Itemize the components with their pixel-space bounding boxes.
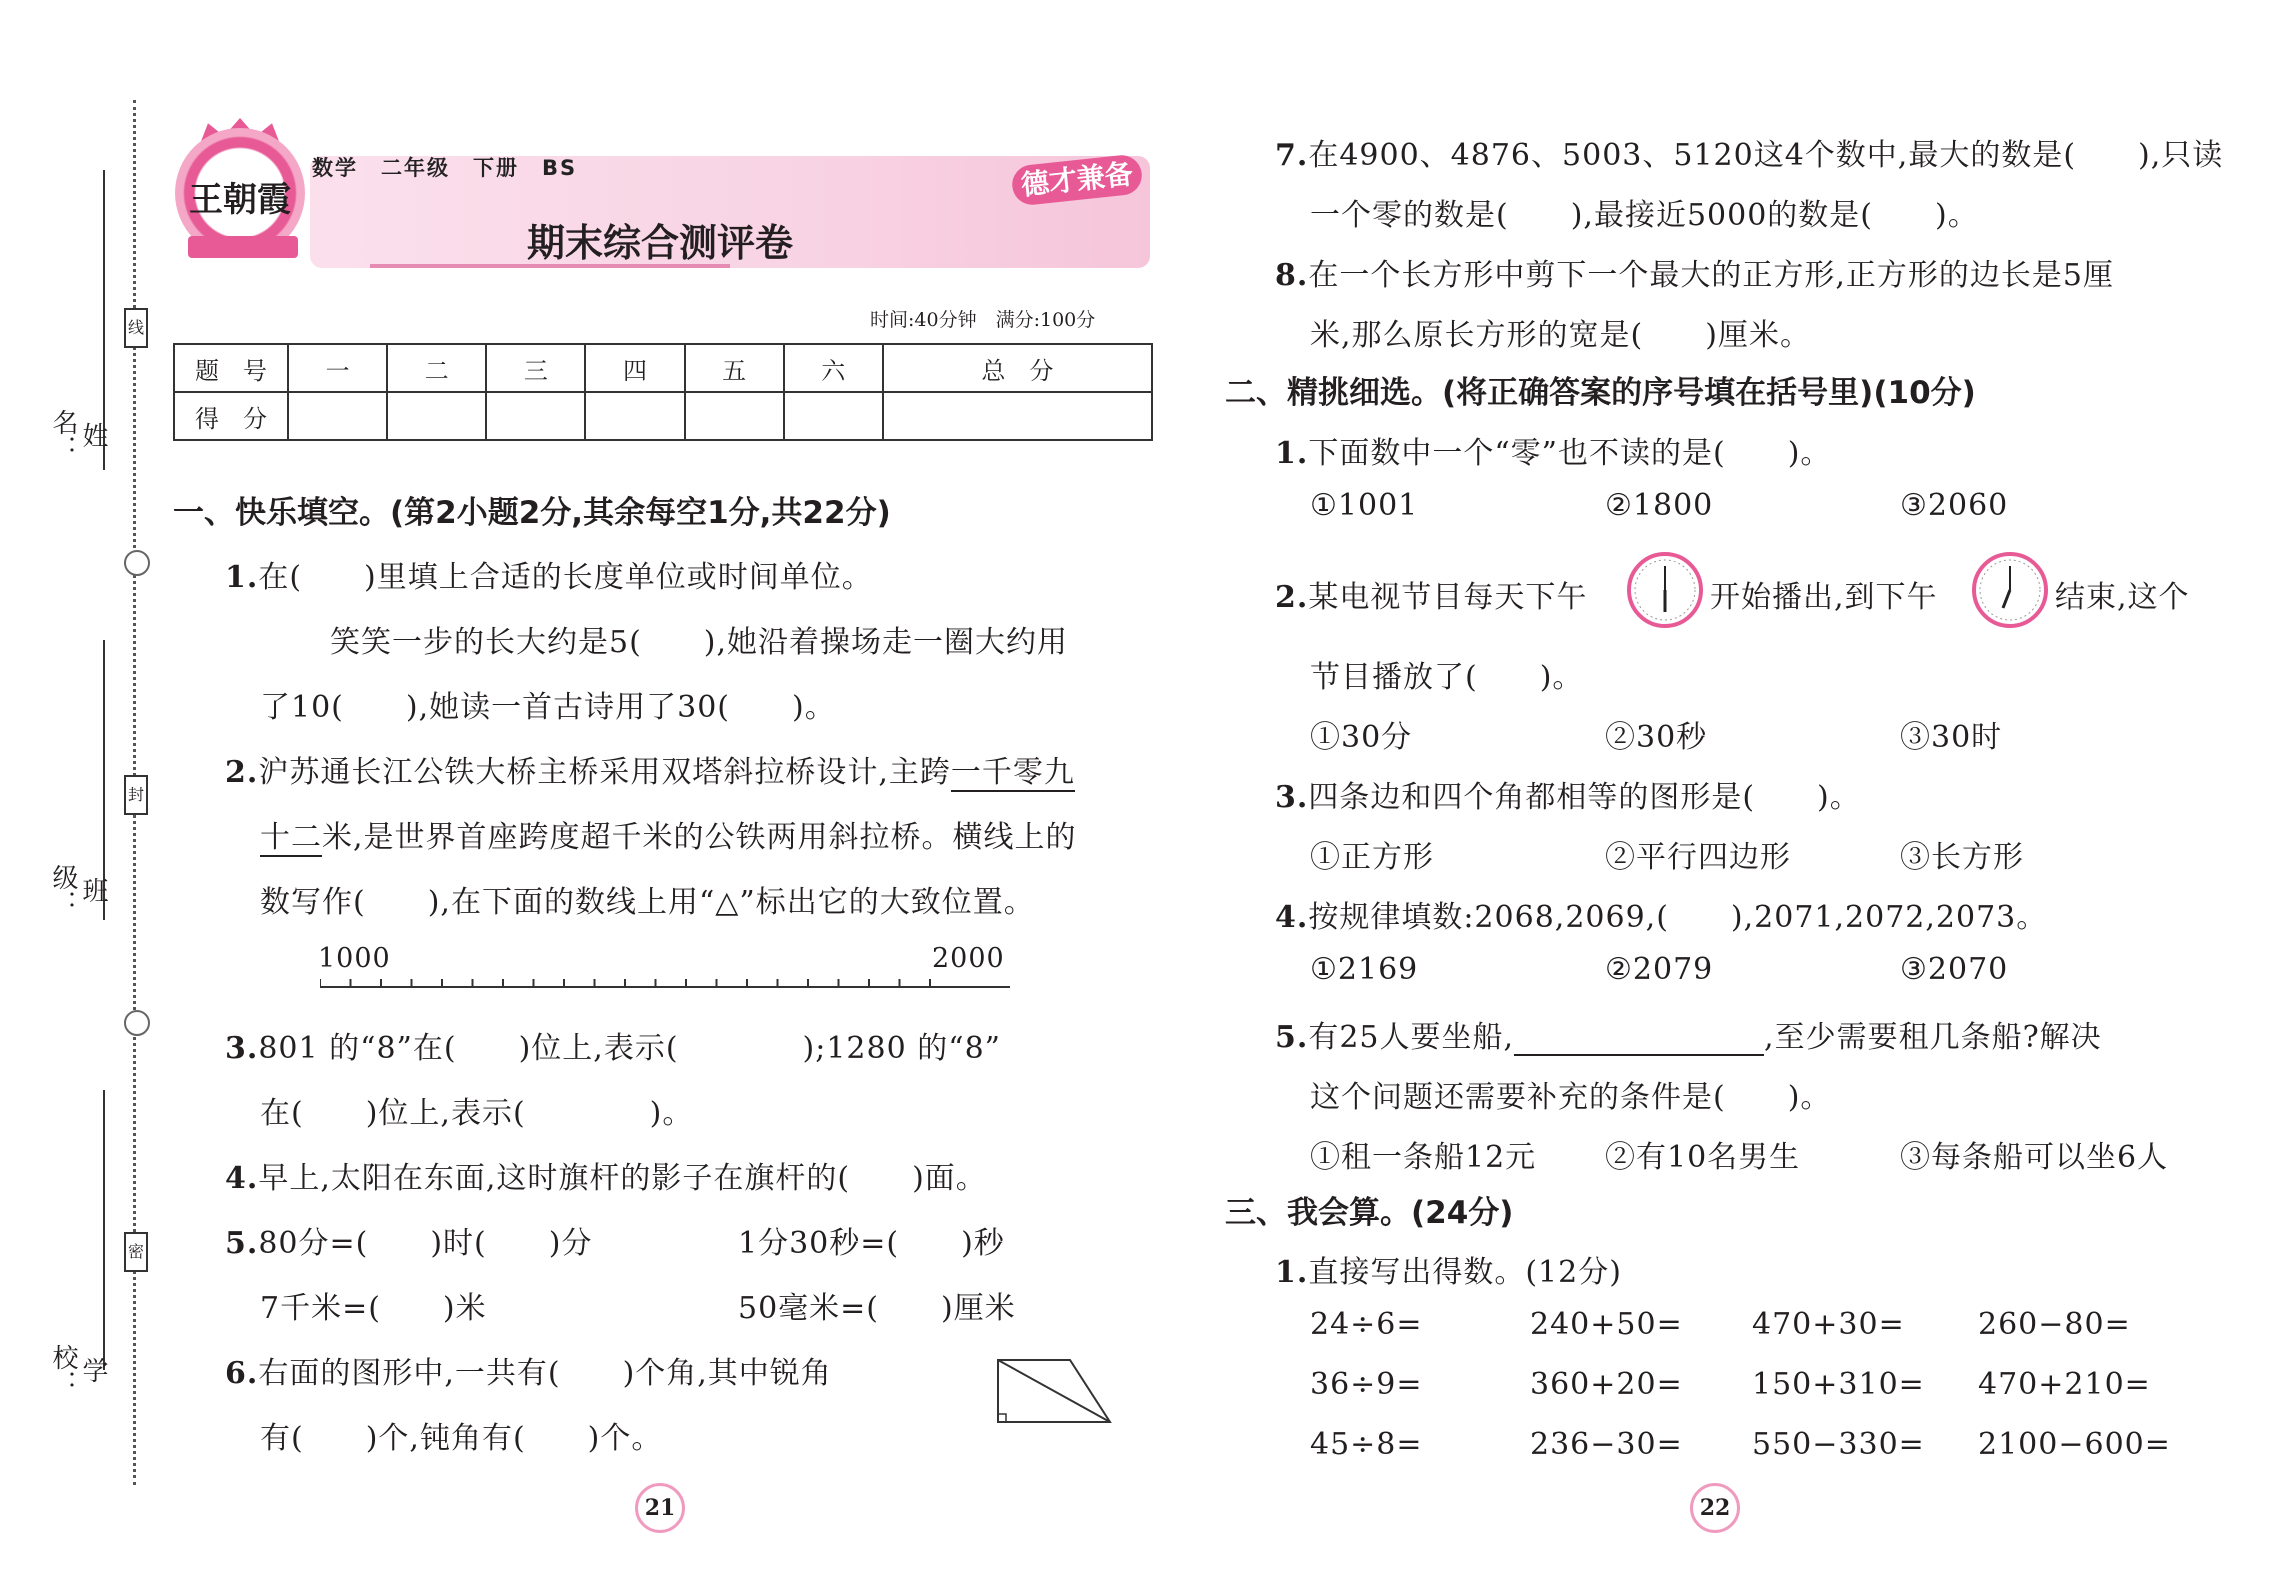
option: ①租一条船12元 bbox=[1310, 1140, 1537, 1175]
q-number: 5. bbox=[225, 1226, 259, 1261]
calc-item: 550−330= bbox=[1752, 1427, 1925, 1462]
question-4 bbox=[225, 1153, 987, 1197]
q-number: 2. bbox=[225, 755, 259, 790]
q-number: 4. bbox=[225, 1161, 259, 1196]
q-number: 1. bbox=[225, 560, 259, 595]
q-text: ,至少需要租几条船?解决 bbox=[1764, 1020, 2102, 1055]
school-underline bbox=[103, 1090, 105, 1370]
q-number: 5. bbox=[1275, 1020, 1309, 1055]
q-text: 某电视节目每天下午 bbox=[1308, 580, 1588, 615]
q-text: 米,是世界首座跨度超千米的公铁两用斜拉桥。横线上的 bbox=[322, 820, 1077, 855]
option: ②30秒 bbox=[1605, 720, 1708, 755]
numberline-end: 2000 bbox=[932, 943, 1005, 974]
class-label: 班 级： bbox=[48, 864, 108, 929]
option: ①2169 bbox=[1310, 952, 1419, 987]
calc-item: 45÷8= bbox=[1310, 1427, 1423, 1462]
calc-item: 260−80= bbox=[1978, 1307, 2131, 1342]
option: ②1800 bbox=[1605, 488, 1714, 523]
q-number: 8. bbox=[1275, 258, 1309, 293]
q-text: 801 的“8”在( )位上,表示( );1280 的“8” bbox=[258, 1031, 1001, 1066]
question-6 bbox=[225, 1348, 832, 1392]
score-table bbox=[173, 343, 1153, 441]
table-header-cell: 一 bbox=[288, 344, 387, 392]
choice-question-3 bbox=[1275, 772, 1861, 816]
page-number: 21 bbox=[635, 1483, 685, 1533]
binding-hole-icon bbox=[124, 1010, 150, 1036]
clock-icon bbox=[1625, 550, 1705, 630]
numberline-start: 1000 bbox=[318, 943, 391, 974]
q-text: 早上,太阳在东面,这时旗杆的影子在旗杆的( )面。 bbox=[258, 1161, 987, 1196]
q-text: 有25人要坐船, bbox=[1308, 1020, 1515, 1055]
option: ②2079 bbox=[1605, 952, 1714, 987]
q6-line-b: 有( )个,钝角有( )个。 bbox=[260, 1421, 663, 1456]
score-cell[interactable] bbox=[685, 392, 784, 440]
q-number: 1. bbox=[1275, 1255, 1309, 1290]
calc-question-1 bbox=[1275, 1247, 1622, 1291]
q-number: 3. bbox=[225, 1031, 259, 1066]
q-text: 右面的图形中,一共有( )个角,其中锐角 bbox=[258, 1356, 832, 1391]
q-text: 按规律填数:2068,2069,( ),2071,2072,2073。 bbox=[1308, 900, 2048, 935]
page-number: 22 bbox=[1690, 1483, 1740, 1533]
q-text: 在( )里填上合适的长度单位或时间单位。 bbox=[258, 560, 873, 595]
score-cell[interactable] bbox=[585, 392, 684, 440]
question-8 bbox=[1275, 250, 2114, 294]
q1-line-b: 笑笑一步的长大约是5( ),她沿着操场走一圈大约用 bbox=[330, 625, 1069, 660]
underlined-number: 十二 bbox=[260, 820, 322, 855]
q-number: 2. bbox=[1275, 580, 1309, 615]
seal-secret: 密 bbox=[124, 1232, 148, 1272]
table-header-cell: 三 bbox=[486, 344, 585, 392]
table-header-cell: 二 bbox=[387, 344, 486, 392]
q8-line-b: 米,那么原长方形的宽是( )厘米。 bbox=[1310, 318, 1811, 353]
q5-part-d: 50毫米=( )厘米 bbox=[738, 1291, 1016, 1326]
question-1 bbox=[225, 552, 873, 596]
q-text: 在一个长方形中剪下一个最大的正方形,正方形的边长是5厘 bbox=[1308, 258, 2114, 293]
score-cell[interactable] bbox=[387, 392, 486, 440]
calc-item: 150+310= bbox=[1752, 1367, 1925, 1402]
school-label: 学 校： bbox=[48, 1344, 108, 1409]
q3-line-b: 在( )位上,表示( )。 bbox=[260, 1096, 694, 1131]
question-7 bbox=[1275, 130, 2223, 174]
page-title: 期末综合测评卷 bbox=[526, 221, 793, 265]
question-5 bbox=[225, 1218, 592, 1262]
option: ①1001 bbox=[1310, 488, 1419, 523]
option: ③长方形 bbox=[1900, 840, 2024, 875]
question-2 bbox=[225, 747, 1075, 791]
q-text: 沪苏通长江公铁大桥主桥采用双塔斜拉桥设计,主跨 bbox=[258, 755, 951, 790]
seal-line: 线 bbox=[124, 308, 148, 348]
time-info: 时间:40分钟 满分:100分 bbox=[870, 309, 1096, 331]
calc-item: 470+210= bbox=[1978, 1367, 2151, 1402]
table-header-cell: 总 分 bbox=[883, 344, 1152, 392]
number-line bbox=[320, 975, 1010, 1005]
choice-question-4 bbox=[1275, 892, 2047, 936]
answer-blank[interactable] bbox=[1514, 1024, 1764, 1056]
q7-line-b: 一个零的数是( ),最接近5000的数是( )。 bbox=[1310, 198, 1979, 233]
choice-question-5 bbox=[1275, 1012, 2102, 1056]
q-text: 下面数中一个“零”也不读的是( )。 bbox=[1308, 436, 1832, 471]
section-2-heading: 二、精挑细选。(将正确答案的序号填在括号里)(10分) bbox=[1225, 375, 1976, 411]
option: ③30时 bbox=[1900, 720, 2003, 755]
q-number: 7. bbox=[1275, 138, 1309, 173]
score-cell[interactable] bbox=[288, 392, 387, 440]
section-1-heading: 一、快乐填空。(第2小题2分,其余每空1分,共22分) bbox=[173, 495, 891, 531]
option: ③2060 bbox=[1900, 488, 2009, 523]
option: ①30分 bbox=[1310, 720, 1413, 755]
q-text: 在4900、4876、5003、5120这4个数中,最大的数是( ),只读 bbox=[1308, 138, 2224, 173]
score-cell[interactable] bbox=[883, 392, 1152, 440]
q-number: 4. bbox=[1275, 900, 1309, 935]
choice-question-2 bbox=[1275, 572, 1587, 616]
trapezoid-figure bbox=[990, 1350, 1120, 1430]
table-row-label: 得 分 bbox=[174, 392, 288, 440]
question-3 bbox=[225, 1023, 1001, 1067]
calc-item: 2100−600= bbox=[1978, 1427, 2171, 1462]
q5-part-b: 1分30秒=( )秒 bbox=[738, 1226, 1005, 1261]
c2-line-b: 节目播放了( )。 bbox=[1310, 660, 1584, 695]
option: ③2070 bbox=[1900, 952, 2009, 987]
option: ③每条船可以坐6人 bbox=[1900, 1140, 2169, 1175]
logo-text: 王朝霞 bbox=[189, 180, 291, 220]
calc-item: 360+20= bbox=[1530, 1367, 1683, 1402]
seal-seal: 封 bbox=[124, 775, 148, 815]
q-number: 3. bbox=[1275, 780, 1309, 815]
table-header-cell: 五 bbox=[685, 344, 784, 392]
choice-question-1 bbox=[1275, 428, 1831, 472]
q-text: 开始播出,到下午 bbox=[1710, 580, 1938, 615]
q-number: 6. bbox=[225, 1356, 259, 1391]
badge: 德才兼备 bbox=[1010, 153, 1143, 206]
binding-hole-icon bbox=[124, 550, 150, 576]
q1-line-c: 了10( ),她读一首古诗用了30( )。 bbox=[260, 690, 836, 725]
q-text: 直接写出得数。(12分) bbox=[1308, 1255, 1622, 1290]
option: ②有10名男生 bbox=[1605, 1140, 1801, 1175]
score-cell[interactable] bbox=[784, 392, 883, 440]
q2-line-c: 数写作( ),在下面的数线上用“△”标出它的大致位置。 bbox=[260, 885, 1035, 920]
q-text: 结束,这个 bbox=[2055, 580, 2190, 615]
underlined-number: 一千零九 bbox=[950, 755, 1075, 790]
option: ①正方形 bbox=[1310, 840, 1434, 875]
c5-line-b: 这个问题还需要补充的条件是( )。 bbox=[1310, 1080, 1832, 1115]
q-number: 1. bbox=[1275, 436, 1309, 471]
table-header-cell: 四 bbox=[585, 344, 684, 392]
table-header-cell: 六 bbox=[784, 344, 883, 392]
calc-item: 470+30= bbox=[1752, 1307, 1905, 1342]
subject-line: 数学 二年级 下册 BS bbox=[312, 156, 578, 180]
section-3-heading: 三、我会算。(24分) bbox=[1225, 1195, 1514, 1231]
logo-band bbox=[188, 236, 298, 258]
name-label: 姓 名： bbox=[48, 409, 108, 474]
calc-item: 236−30= bbox=[1530, 1427, 1683, 1462]
q-text: 四条边和四个角都相等的图形是( )。 bbox=[1308, 780, 1861, 815]
clock-icon bbox=[1970, 550, 2050, 630]
calc-item: 24÷6= bbox=[1310, 1307, 1423, 1342]
q5-part-c: 7千米=( )米 bbox=[260, 1291, 487, 1326]
calc-item: 240+50= bbox=[1530, 1307, 1683, 1342]
q2-line-b bbox=[260, 812, 1077, 856]
q-text: 80分=( )时( )分 bbox=[258, 1226, 593, 1261]
calc-item: 36÷9= bbox=[1310, 1367, 1423, 1402]
table-header-cell: 题 号 bbox=[174, 344, 288, 392]
score-cell[interactable] bbox=[486, 392, 585, 440]
option: ②平行四边形 bbox=[1605, 840, 1791, 875]
